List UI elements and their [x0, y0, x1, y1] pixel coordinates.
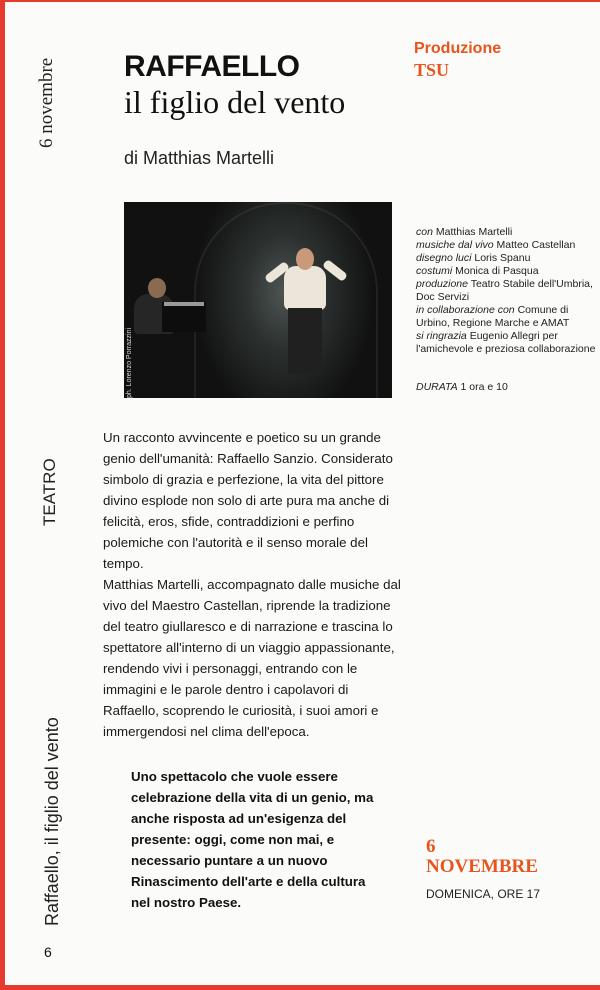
description-paragraph: Un racconto avvincente e poetico su un grande genio dell'umanità: Raffaello Sanzio. Considerato simbolo di grazia e perfezione, la vita del pittore divino esplode non solo di arte pura ma anche di felicità, eros, sfide, contraddizioni e perfino polemiche con l'autorità e il senso morale del tempo. — [103, 430, 393, 571]
left-accent-strip — [0, 0, 5, 990]
show-subtitle: il figlio del vento — [124, 84, 346, 120]
actor-figure — [284, 266, 326, 310]
side-date: 6 novembre — [36, 57, 57, 148]
side-running-title: Raffaello, il figlio del vento — [42, 717, 62, 926]
duration-label: DURATA — [416, 381, 458, 393]
description-paragraph: Matthias Martelli, accompagnato dalle musiche dal vivo del Maestro Castellan, riprende la tradizione del teatro giullaresco e di narrazione e trascina lo spettatore all'interno di un viaggio appassionante, rendendo vivi i personaggi, entrando con le immagini e le parole dentro i capolavori di Raffaello, scoprendo le curiosità, i suoi amori e immergendosi nel clima dell'epoca. — [103, 577, 401, 739]
event-day: 6 — [426, 836, 436, 857]
piano-keys — [164, 302, 204, 306]
credit-line: costumi Monica di Pasqua — [416, 265, 539, 277]
show-author: di Matthias Martelli — [124, 148, 275, 168]
pianist-head — [148, 278, 166, 298]
actor-legs — [288, 308, 322, 374]
event-time: DOMENICA, ORE 17 — [426, 887, 541, 901]
stage-photo — [124, 202, 392, 398]
production-label: Produzione — [414, 40, 502, 57]
event-month: NOVEMBRE — [426, 856, 538, 877]
credits-block — [416, 226, 596, 356]
page-number: 6 — [44, 944, 52, 960]
piano — [162, 302, 206, 332]
credit-line: musiche dal vivo Matteo Castellan — [416, 239, 576, 251]
highlight-quote: Uno spettacolo che vuole essere celebrazione della vita di un genio, ma anche risposta ad un'esigenza del presente: oggi, come non mai, e necessario puntare a un nuovo Rinascimento dell'arte e della cultura nel nostro Paese. — [131, 769, 374, 910]
photo-credit: ph. Lorenzo Porrazzini — [126, 327, 133, 398]
description — [103, 427, 403, 742]
credit-line: disegno luci Loris Spanu — [416, 252, 531, 264]
credit-line: con Matthias Martelli — [416, 226, 513, 238]
top-accent-strip — [0, 0, 600, 2]
credit-line: produzione Teatro Stabile dell'Umbria, Doc Servizi — [416, 278, 593, 303]
duration-value: 1 ora e 10 — [460, 381, 508, 393]
actor-head — [296, 248, 314, 270]
credit-line: in collaborazione con Comune di Urbino, Regione Marche e AMAT — [416, 304, 570, 329]
bottom-accent-strip — [0, 985, 600, 990]
duration — [416, 381, 508, 393]
production-name: TSU — [414, 60, 450, 80]
side-category: TEATRO — [40, 458, 59, 526]
credit-line: si ringrazia Eugenio Allegri per l'amichevole e preziosa collaborazione — [416, 330, 596, 355]
show-title: RAFFAELLO — [124, 50, 300, 83]
